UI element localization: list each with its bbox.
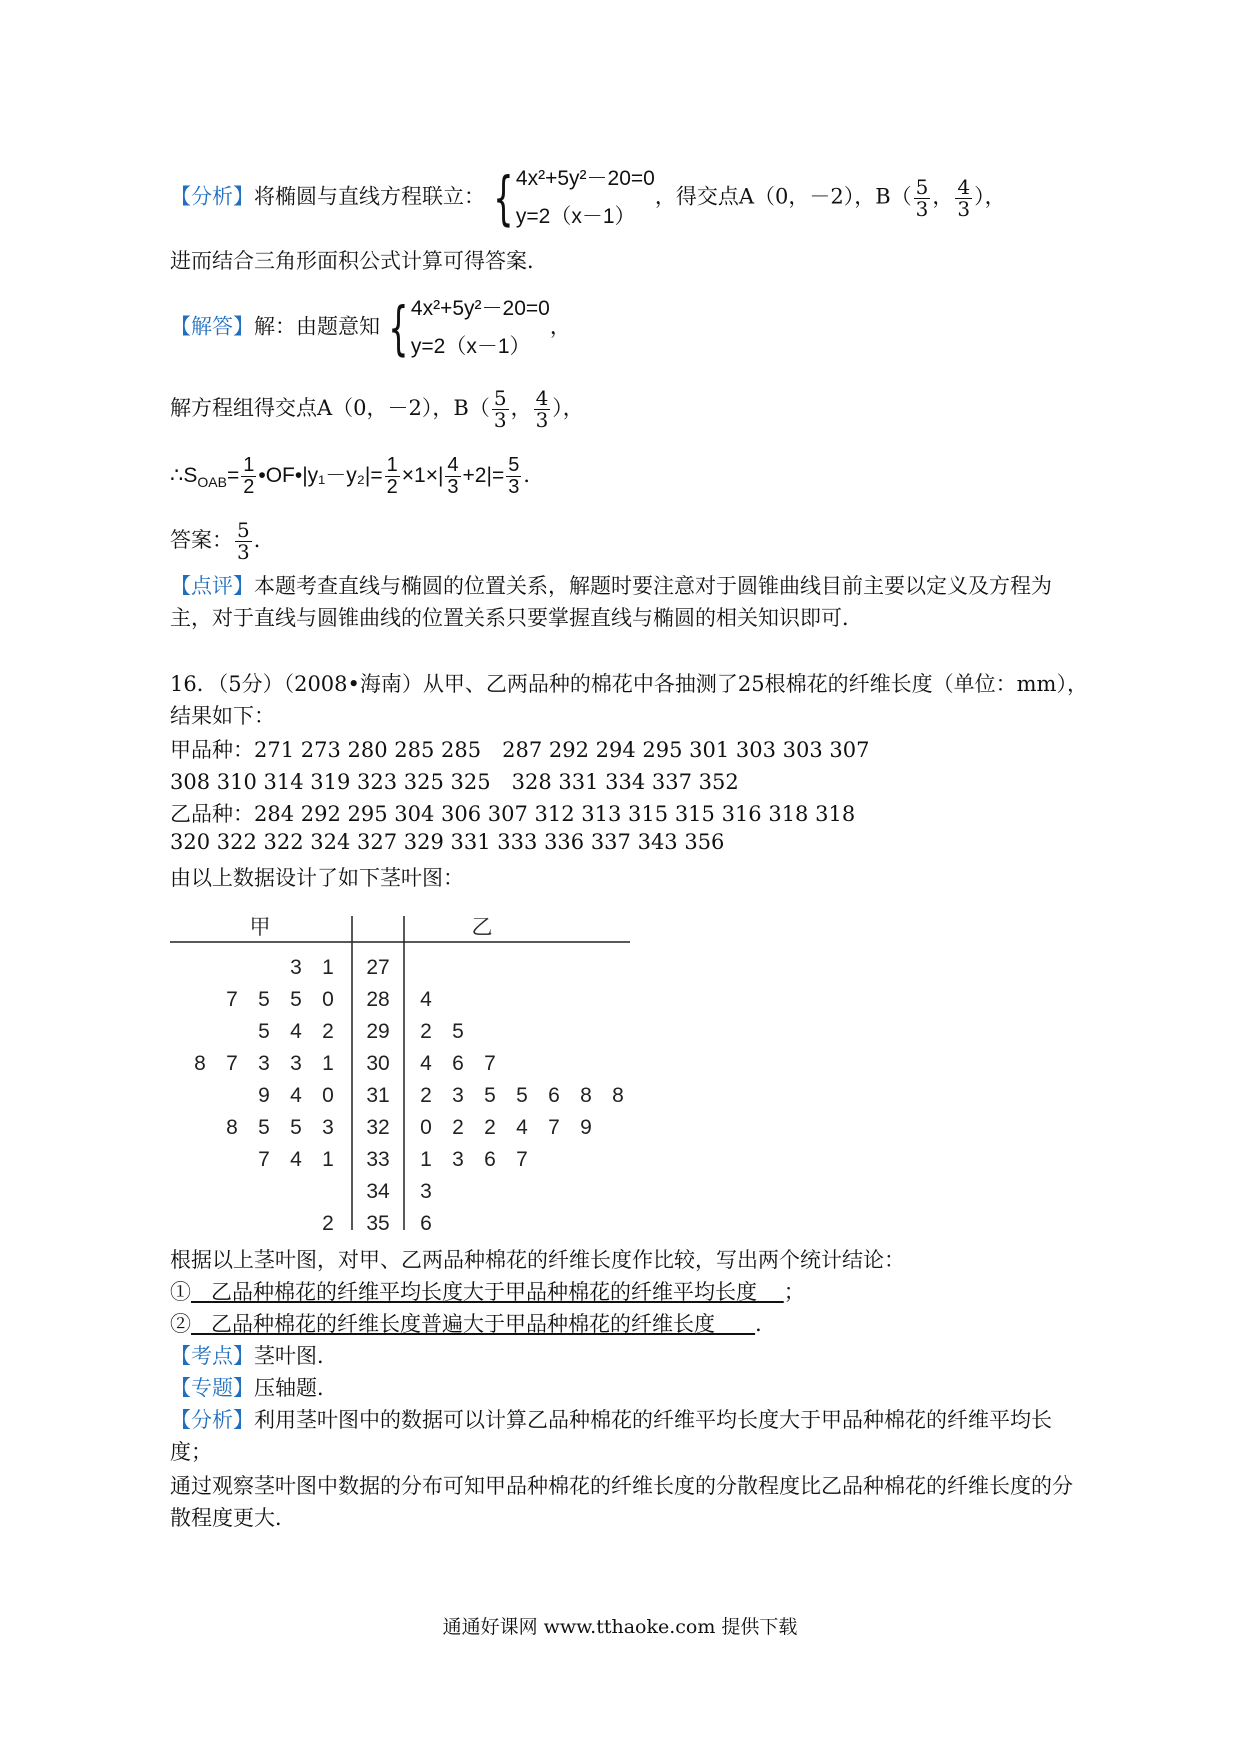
jia-data-2: 308 310 314 319 323 325 325 328 331 334 337 352 [170,770,739,794]
equals: = [226,464,240,488]
q16-analysis-2: 通过观察茎叶图中数据的分布可知甲品种棉花的纤维长度的分散程度比乙品种棉花的纤维长度的分散程度更大． [170,1474,1073,1530]
answer-label: 答案： [170,528,233,552]
left-leaf: 5 [258,1116,270,1139]
stem-leaf-plot [170,912,650,1237]
yi-data-2: 320 322 322 324 327 329 331 333 336 337 343 356 [170,830,725,854]
stem-value: 32 [366,1116,390,1139]
left-leaf: 3 [290,1052,302,1075]
equation-system [516,160,655,236]
right-leaf: 7 [548,1116,560,1139]
fraction-5-3: $\frac{5}{3}$ [237,518,250,564]
comment-15 [170,570,1090,634]
comment-tag: 【点评】 [170,574,254,598]
conclusion-1-end: ； [783,1280,805,1304]
right-leaf: 5 [452,1020,464,1043]
fraction-5-3: $\frac{5}{3}$ [508,454,520,498]
conclusion-2-mark: ② [170,1312,191,1336]
right-leaf: 6 [452,1052,464,1075]
right-leaf: 8 [580,1084,592,1107]
right-leaf: 0 [420,1116,432,1139]
design-line: 由以上数据设计了如下茎叶图： [170,866,464,890]
right-leaf: 2 [420,1020,432,1043]
conclusion-2-text: 乙品种棉花的纤维长度普遍大于甲品种棉花的纤维长度 [211,1312,716,1336]
kaodian-text: 茎叶图． [254,1344,338,1368]
q16-analysis [170,1404,1090,1468]
fenxi-tag: 【分析】 [170,1408,254,1432]
stem-value: 31 [366,1084,390,1107]
stem-value: 35 [366,1212,390,1232]
brace: { [388,294,409,362]
analysis-mid: ，得交点A（0，－2），B（ [654,184,912,209]
left-leaf: 1 [322,1148,334,1171]
right-leaf: 6 [548,1084,560,1107]
area-formula [170,455,544,498]
right-leaf: 3 [452,1084,464,1107]
equation-system [411,290,550,366]
answer-end: ． [253,528,275,552]
stem-rows [194,956,624,1232]
comment-text: 本题考查直线与椭圆的位置关系，解题时要注意对于圆锥曲线目前主要以定义及方程为主，对于直线与圆锥曲线的位置关系只要掌握直线与椭圆的相关知识即可． [170,574,1052,630]
solution-15 [170,290,571,366]
left-leaf: 1 [322,1052,334,1075]
right-leaf: 5 [516,1084,528,1107]
intersection-end: ）， [552,396,584,420]
fraction-1-2: $\frac{1}{2}$ [243,454,255,498]
right-leaf: 7 [484,1052,496,1075]
area-mid: •OF•|y₁－y₂|= [258,464,383,488]
stem-value: 27 [366,956,390,979]
left-leaf: 5 [258,1020,270,1043]
zhuanti-line [170,1372,338,1402]
right-leaf: 5 [484,1084,496,1107]
left-leaf: 8 [194,1052,206,1075]
equation-2: y=2（x－1） [515,205,636,228]
area-sub: OAB [197,474,227,491]
left-leaf: 5 [290,1116,302,1139]
left-title: 甲 [249,916,271,939]
left-leaf: 5 [290,988,302,1011]
comma: ， [549,314,571,339]
left-leaf: 3 [322,1116,334,1139]
stem-value: 34 [366,1180,390,1203]
fraction-5-3: $\frac{5}{3}$ [915,174,929,221]
comma: ， [932,184,954,209]
left-leaf: 0 [322,988,334,1011]
comma: ， [510,396,532,420]
right-leaf: 3 [420,1180,432,1203]
right-leaf: 2 [484,1116,496,1139]
right-leaf: 8 [612,1084,624,1107]
stem-value: 28 [366,988,390,1011]
intersection-text: 解方程组得交点A（0，－2），B（ [170,396,490,420]
analysis-end: ）， [974,184,1006,209]
conclusion-1-mark: ① [170,1280,191,1304]
left-leaf: 4 [290,1148,302,1171]
kaodian-tag: 【考点】 [170,1344,254,1368]
footer: 通通好课网 www.tthaoke.com 提供下载 [442,1616,798,1638]
solution-intersection [170,388,584,431]
left-leaf: 2 [322,1212,334,1232]
left-leaf: 5 [258,988,270,1011]
zhuanti-text: 压轴题． [254,1376,338,1400]
jia-data-1: 甲品种：271 273 280 285 285 287 292 294 295 301 303 303 307 [170,738,870,762]
left-leaf: 3 [258,1052,270,1075]
stem-value: 29 [366,1020,390,1043]
area-prefix: ∴S [170,464,198,488]
conclusion-2 [170,1308,776,1338]
right-leaf: 6 [420,1212,432,1232]
left-leaf: 4 [290,1084,302,1107]
fenxi-text: 利用茎叶图中的数据可以计算乙品种棉花的纤维平均长度大于甲品种棉花的纤维平均长度； [170,1408,1052,1464]
area-mid2: ×1×| [401,464,444,488]
right-leaf: 4 [420,1052,432,1075]
area-mid3: +2|= [462,464,505,488]
q16-header: 16．（5分）（2008•海南）从甲、乙两品种的棉花中各抽测了25根棉花的纤维长度（单位：mm），结果如下： [170,672,1088,728]
analysis-15-line2: 进而结合三角形面积公式计算可得答案． [170,249,548,273]
equation-1: 4x²+5y²－20=0 [515,167,655,190]
left-leaf: 7 [258,1148,270,1171]
zhuanti-tag: 【专题】 [170,1376,254,1400]
conclusion-1-text: 乙品种棉花的纤维平均长度大于甲品种棉花的纤维平均长度 [211,1280,758,1304]
left-leaf: 1 [322,956,334,979]
stem-value: 33 [366,1148,390,1171]
equation-1: 4x²+5y²－20=0 [410,297,550,320]
solution-tag: 【解答】 [170,314,254,339]
fraction-4-3: $\frac{4}{3}$ [957,174,971,221]
brace: { [493,164,514,232]
equation-2: y=2（x－1） [410,335,531,358]
analysis-tag: 【分析】 [170,184,254,209]
conclusion-1 [170,1276,805,1306]
left-leaf: 4 [290,1020,302,1043]
area-end: ． [523,464,545,488]
right-leaf: 7 [516,1148,528,1171]
fraction-5-3: $\frac{5}{3}$ [493,386,507,432]
right-leaf: 9 [580,1116,592,1139]
right-leaf: 1 [420,1148,432,1171]
yi-data-1: 乙品种：284 292 295 304 306 307 312 313 315 315 316 318 318 [170,802,856,826]
conclusion-2-end: ． [755,1312,777,1336]
left-leaf: 7 [226,988,238,1011]
right-leaf: 4 [516,1116,528,1139]
fraction-4-3: $\frac{4}{3}$ [535,386,549,432]
left-leaf: 3 [290,956,302,979]
stem-leaf-svg [170,912,650,1232]
right-leaf: 2 [452,1116,464,1139]
right-leaf: 2 [420,1084,432,1107]
stem-value: 30 [366,1052,390,1075]
right-leaf: 6 [484,1148,496,1171]
left-leaf: 0 [322,1084,334,1107]
left-leaf: 2 [322,1020,334,1043]
fraction-1-2: $\frac{1}{2}$ [386,454,398,498]
left-leaf: 9 [258,1084,270,1107]
answer-line [170,520,275,563]
analysis-intro: 将椭圆与直线方程联立： [254,184,485,209]
right-title: 乙 [471,916,493,939]
left-leaf: 8 [226,1116,238,1139]
fraction-4-3: $\frac{4}{3}$ [447,454,459,498]
left-leaf: 7 [226,1052,238,1075]
right-leaf: 4 [420,988,432,1011]
solution-intro: 解：由题意知 [254,314,380,339]
analysis-15 [170,160,1006,236]
right-leaf: 3 [452,1148,464,1171]
q16-prompt: 根据以上茎叶图，对甲、乙两品种棉花的纤维长度作比较，写出两个统计结论： [170,1248,905,1272]
kaodian-line [170,1340,338,1370]
